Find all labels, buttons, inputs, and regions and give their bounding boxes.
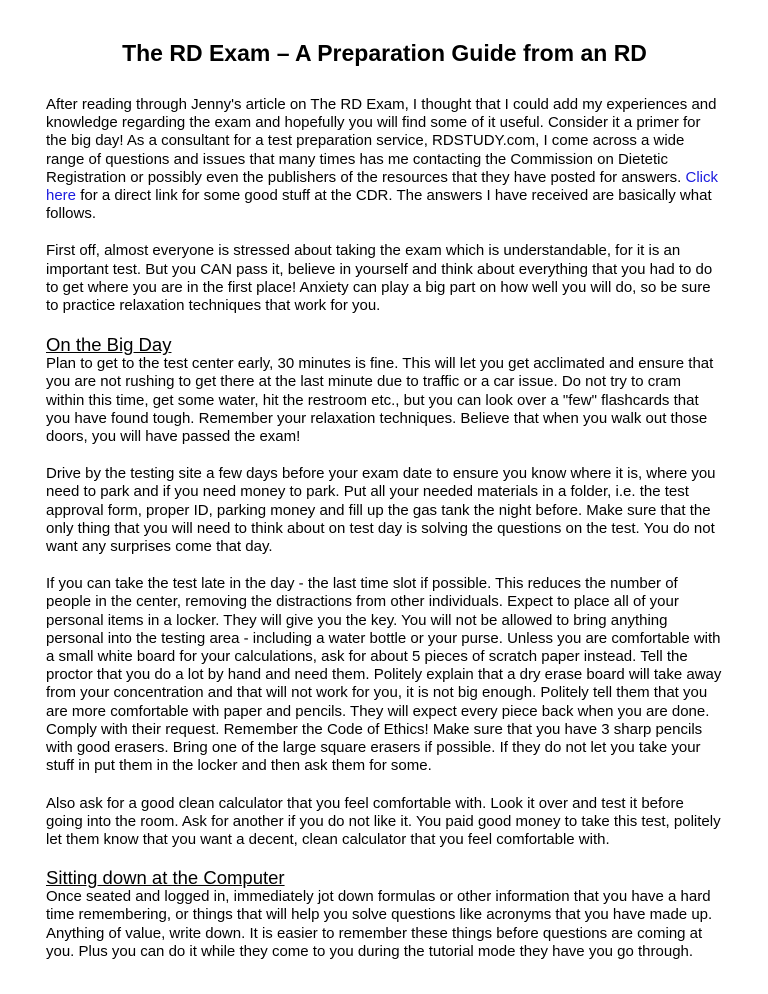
big-day-paragraph-1: Plan to get to the test center early, 30 minutes is fine. This will let you get acclimated and ensure that you are not rushing to get there at the last minute due to traffic or a car issue. Do not try to cram within this time, get some water, hit the restroom etc., but you can look over a "few" flashcards that you have found tough. Remember your relaxation techniques. Believe that when you walk out those doors, you will have passed the exam! — [46, 355, 714, 446]
intro-text-before-link: After reading through Jenny's article on The RD Exam, I thought that I could add my experiences and knowledge regarding the exam and hopefully you will find some of it useful. Consider it a primer for the big day! As a consultant for a test preparation service, RDSTUDY.com, I come across a wide range of questions and issues that many times has me contacting the Commission on Dietetic Registration or possibly even the publishers of the resources that they have posted for answers. — [46, 96, 717, 186]
big-day-paragraph-3: If you can take the test late in the day - the last time slot if possible. This reduces the number of people in the center, removing the distractions from other individuals. Expect to place all of your personal items in a locker. They will give you the key. You will not be allowed to bring anything personal into the testing area - including a water bottle or your purse. Unless you are comfortable with a small white board for your calculations, ask for about 5 pieces of scratch paper instead. Tell the proctor that you do a lot by hand and need them. Politely explain that a dry erase board will take away from your concentration and that will not work for you, it is not big enough. Politely tell them that you are more comfortable with paper and pencils. They will expect every piece back when you are done. Comply with their request. Remember the Code of Ethics! Make sure that you have 3 sharp pencils with good erasers. Bring one of the large square erasers if possible. If they do not let you take your stuff in put them in the locker and then ask them for some. — [46, 575, 722, 775]
big-day-paragraph-4: Also ask for a good clean calculator that you feel comfortable with. Look it over and test it before going into the room. Ask for another if you do not like it. You paid good money to take this test, politely let them know that you want a decent, clean calculator that you feel comfortable with. — [46, 794, 721, 848]
intro-text-after-link: for a direct link for some good stuff at the CDR. The answers I have received are basically what follows. — [46, 187, 712, 223]
section-heading-big-day: On the Big Day — [46, 334, 172, 356]
computer-paragraph-1: Once seated and logged in, immediately jot down formulas or other information that you have a hard time remembering, or things that will help you solve questions like acronyms that you have made up. Anything of value, write down. It is easier to remember these things before questions are coming at you. Plus you can do it while they come to you during the tutorial mode they have you go through. — [46, 888, 713, 960]
intro-paragraph — [46, 96, 723, 223]
cdr-link[interactable]: Click here — [46, 168, 719, 205]
page-title: The RD Exam – A Preparation Guide from an RD — [122, 40, 647, 66]
anxiety-paragraph: First off, almost everyone is stressed about taking the exam which is understandable, for it is an important test. But you CAN pass it, believe in yourself and think about everything that you had to do to get where you are in the first place! Anxiety can play a big part on how well you will do, so be sure to practice relaxation techniques that work for you. — [46, 242, 713, 315]
section-heading-computer: Sitting down at the Computer — [46, 867, 285, 889]
big-day-paragraph-2: Drive by the testing site a few days before your exam date to ensure you know where it is, where you need to park and if you need money to park. Put all your needed materials in a folder, i.e. the test approval form, proper ID, parking money and fill up the gas tank the night before. Make sure that the only thing that you will need to think about on test day is solving the questions on the test. You do not want any surprises come that day. — [46, 465, 716, 556]
